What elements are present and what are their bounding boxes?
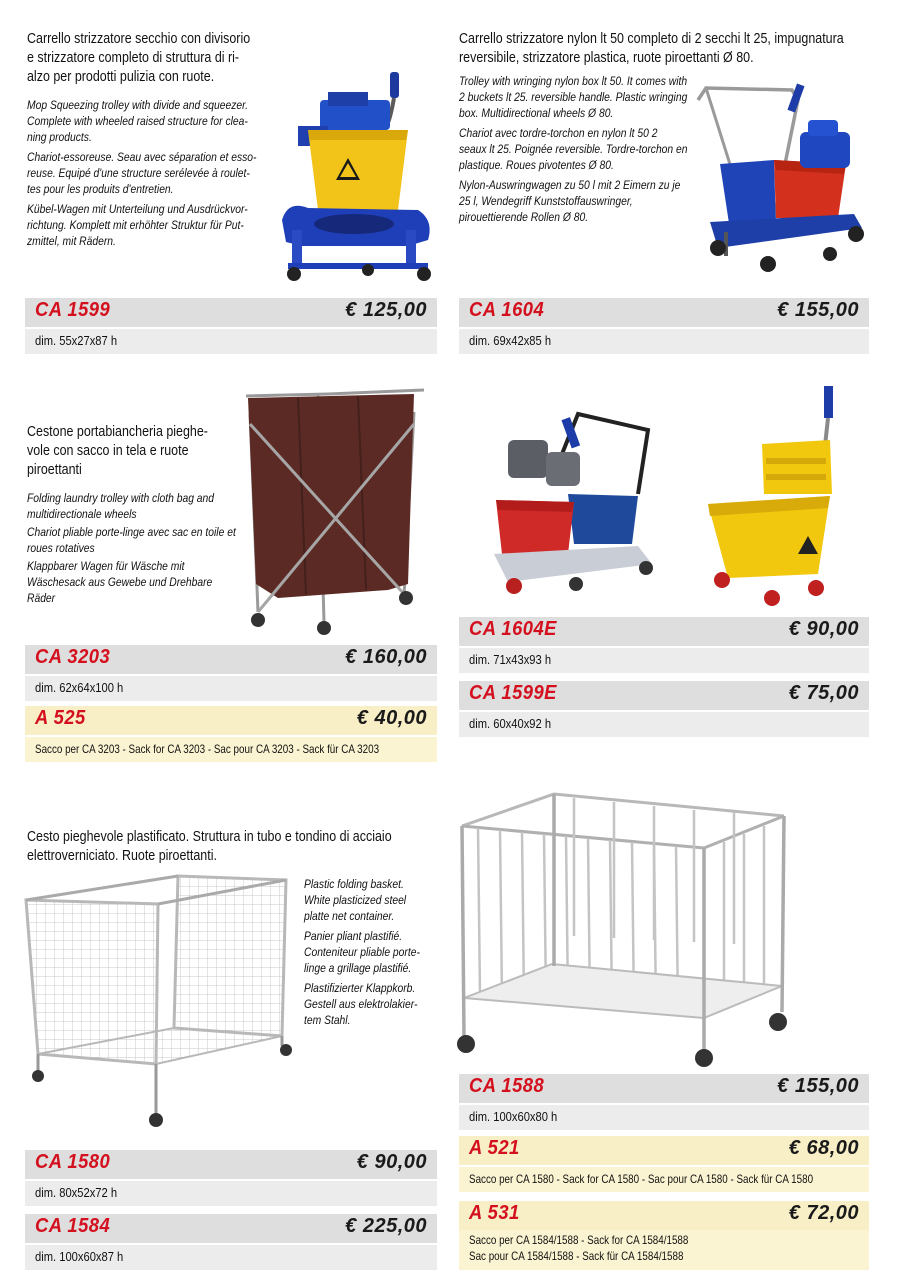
ca1604-desc-en: Trolley with wringing nylon box lt 50. It comes with 2 buckets lt 25. reversible handle. Plastic wringing box. Multidirectional wheels Ø 80.: [459, 74, 688, 120]
ca1604-dim-bar: [459, 329, 869, 354]
ca1604e-product-image: [488, 404, 660, 604]
ca1599-product-image: [278, 70, 440, 282]
ca3203-code: CA 3203: [35, 646, 111, 668]
a525-code: A 525: [35, 707, 86, 729]
ca3203-desc-fr: Chariot pliable porte-linge avec sac en toile et roues rotatives: [27, 525, 236, 555]
ca1580-desc-de: Plastifizierter Klappkorb. Gestell aus elektrolakier-tem Stahl.: [304, 981, 418, 1027]
ca1584-code: CA 1584: [35, 1215, 111, 1237]
ca1584-price-bar: [25, 1214, 437, 1243]
ca3203-title-line-3: piroettanti: [27, 462, 82, 478]
ca1604e-dimensions: dim. 71x43x93 h: [469, 652, 552, 667]
ca1599-dim-bar: [25, 329, 437, 354]
ca1588-price: € 155,00: [777, 1075, 859, 1097]
ca1604e-dim-bar: [459, 648, 869, 673]
ca3203-desc-en: Folding laundry trolley with cloth bag and multidirectionale wheels: [27, 491, 215, 521]
ca1580-title: [27, 828, 445, 866]
ca1599-code: CA 1599: [35, 299, 111, 321]
ca1599-title: [27, 30, 285, 87]
ca1584-price: € 225,00: [345, 1215, 427, 1237]
ca3203-title-line-2: vole con sacco in tela e ruote: [27, 443, 189, 459]
ca1599-desc-en: Mop Squeezing trolley with divide and squeezer. Complete with wheeled raised structure for clea-ning products.: [27, 98, 249, 144]
ca3203-description: [27, 490, 238, 608]
a521-note: Sacco per CA 1580 - Sack for CA 1580 - Sac pour CA 1580 - Sack für CA 1580: [469, 1172, 814, 1186]
ca1580-dimensions: dim. 80x52x72 h: [35, 1185, 118, 1200]
ca1588-price-bar: [459, 1074, 869, 1103]
ca3203-desc-de: Klappbarer Wagen für Wäsche mit Wäschesack aus Gewebe und Drehbare Räder: [27, 559, 213, 605]
a521-price-bar: [459, 1136, 869, 1165]
ca1604-title: [459, 30, 872, 68]
ca3203-dim-bar: [25, 676, 437, 701]
ca1580-code: CA 1580: [35, 1151, 111, 1173]
ca1599-price: € 125,00: [345, 299, 427, 321]
ca1604-code: CA 1604: [469, 299, 545, 321]
ca1584-dimensions: dim. 100x60x87 h: [35, 1249, 124, 1264]
ca1588-dim-bar: [459, 1105, 869, 1130]
a531-code: A 531: [469, 1202, 520, 1224]
ca1599-price-bar: [25, 298, 437, 327]
ca1580-title-line-2: elettroverniciato. Ruote piroettanti.: [27, 848, 217, 864]
ca3203-title: [27, 423, 233, 480]
ca1604-title-line-2: reversibile, strizzatore plastica, ruote piroettanti Ø 80.: [459, 50, 754, 66]
ca1584-dim-bar: [25, 1245, 437, 1270]
a525-note-bar: [25, 737, 437, 762]
ca1599e-dim-bar: [459, 712, 869, 737]
ca1604-desc-de: Nylon-Auswringwagen zu 50 l mit 2 Eimern zu je 25 l, Wendegriff Kunststoffauswringer, pirouettierende Rollen Ø 80.: [459, 178, 681, 224]
ca1599e-product-image: [702, 384, 872, 614]
ca1599e-code: CA 1599E: [469, 682, 557, 704]
ca1599e-price-bar: [459, 681, 869, 710]
ca1604e-price-bar: [459, 617, 869, 646]
ca1604-title-line-1: Carrello strizzatore nylon lt 50 completo di 2 secchi lt 25, impugnatura: [459, 31, 844, 47]
ca3203-product-image: [238, 384, 438, 640]
ca1604-price-bar: [459, 298, 869, 327]
a521-note-bar: [459, 1167, 869, 1192]
ca1599-title-line-3: alzo per prodotti pulizia con ruote.: [27, 69, 215, 85]
ca1604-desc-fr: Chariot avec tordre-torchon en nylon lt 50 2 seaux lt 25. Poignée reversible. Tordre-torchon en plastique. Roues pivotentes Ø 80.: [459, 126, 688, 172]
ca1599-description: [27, 97, 261, 253]
a525-price: € 40,00: [356, 707, 427, 729]
a521-price: € 68,00: [788, 1137, 859, 1159]
a521-code: A 521: [469, 1137, 520, 1159]
ca3203-title-line-1: Cestone portabiancheria pieghe-: [27, 424, 208, 440]
ca3203-price-bar: [25, 645, 437, 674]
ca1588-code: CA 1588: [469, 1075, 545, 1097]
ca1588-dimensions: dim. 100x60x80 h: [469, 1109, 558, 1124]
ca1580-dim-bar: [25, 1181, 437, 1206]
ca1599-title-line-2: e strizzatore completo di struttura di ri-: [27, 50, 240, 66]
ca1604-price: € 155,00: [777, 299, 859, 321]
a531-note-line-1: Sacco per CA 1584/1588 - Sack for CA 1584/1588: [469, 1233, 689, 1247]
ca1599e-price: € 75,00: [788, 682, 859, 704]
ca3203-dimensions: dim. 62x64x100 h: [35, 680, 124, 695]
ca1604-description: [459, 73, 688, 229]
ca1580-desc-en: Plastic folding basket. White plasticized steel platte net container.: [304, 877, 407, 923]
a531-note-line-2: Sac pour CA 1584/1588 - Sack für CA 1584/1588: [469, 1249, 684, 1263]
a531-note-bar: [459, 1230, 869, 1270]
ca1580-title-line-1: Cesto pieghevole plastificato. Struttura in tubo e tondino di acciaio: [27, 829, 392, 845]
a525-note: Sacco per CA 3203 - Sack for CA 3203 - Sac pour CA 3203 - Sack für CA 3203: [35, 742, 380, 756]
ca1599-desc-fr: Chariot-essoreuse. Seau avec séparation et esso-reuse. Equipé d'une structure serélevée à roulet-tes pour les produits d'entretien.: [27, 150, 257, 196]
ca1604-dimensions: dim. 69x42x85 h: [469, 333, 552, 348]
ca1580-price: € 90,00: [356, 1151, 427, 1173]
ca1599-desc-de: Kübel-Wagen mit Unterteilung und Ausdrückvor-richtung. Komplett mit erhöhter Struktur für Put-zmittel, mit Rädern.: [27, 202, 248, 248]
a531-price-bar: [459, 1201, 869, 1230]
ca1599e-dimensions: dim. 60x40x92 h: [469, 716, 552, 731]
a531-price: € 72,00: [788, 1202, 859, 1224]
ca1599-title-line-1: Carrello strizzatore secchio con divisorio: [27, 31, 251, 47]
ca1580-desc-fr: Panier pliant plastifié. Conteniteur pliable porte-linge a grillage plastifié.: [304, 929, 420, 975]
ca3203-price: € 160,00: [345, 646, 427, 668]
ca1580-description: [304, 876, 433, 1032]
ca1604e-price: € 90,00: [788, 618, 859, 640]
ca1580-price-bar: [25, 1150, 437, 1179]
ca1599-dimensions: dim. 55x27x87 h: [35, 333, 118, 348]
ca1604e-code: CA 1604E: [469, 618, 557, 640]
ca1604-product-image: [696, 78, 876, 274]
ca1588-product-image: [454, 786, 794, 1068]
ca1580-product-image: [18, 868, 300, 1144]
a525-price-bar: [25, 706, 437, 735]
